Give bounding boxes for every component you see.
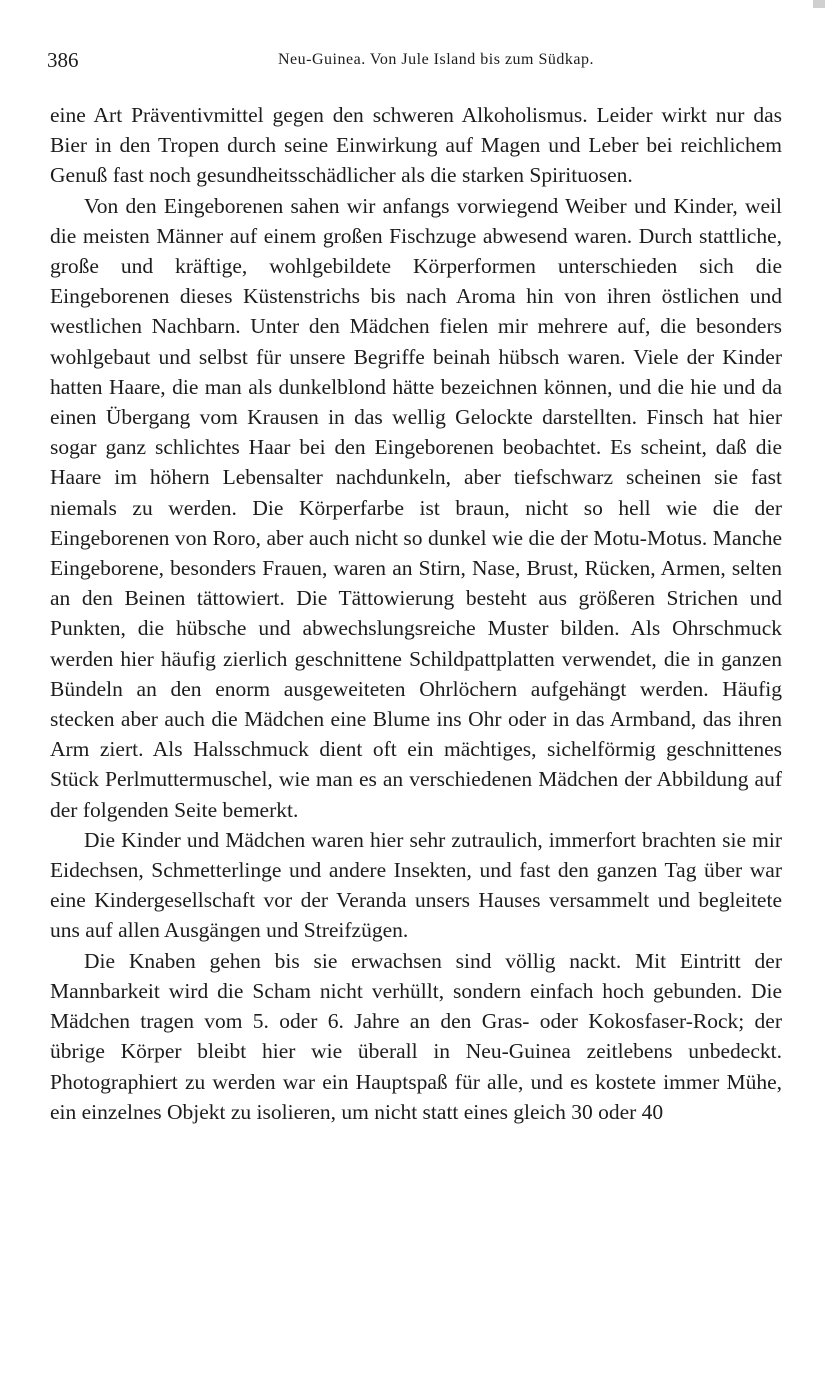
paragraph-boys: Die Knaben gehen bis sie erwachsen sind völlig nackt. Mit Eintritt der Mannbarkeit wird die Scham nicht verhüllt, sondern einfach hoch gebunden. Die Mädchen tragen vom 5. oder 6. Jahre an den Gras- oder Kokosfaser-Rock; der übrige Körper bleibt hier wie überall in Neu-Guinea zeitlebens unbedeckt. Photographiert zu werden war ein Hauptspaß für alle, und es kostete immer Mühe, ein einzelnes Objekt zu isolieren, um nicht statt eines gleich 30 oder 40 [50, 948, 782, 1124]
page-header [47, 48, 785, 78]
paragraph-children: Die Kinder und Mädchen waren hier sehr zutraulich, immerfort brachten sie mir Eidechsen, Schmetterlinge und andere Insekten, und fast den ganzen Tag über war eine Kindergesellschaft vor der Veranda unsers Hauses versammelt und begleitete uns auf allen Ausgängen und Streifzügen. [50, 827, 782, 943]
running-title: Neu-Guinea. Von Jule Island bis zum Südkap. [278, 51, 594, 68]
body-text [50, 100, 782, 1127]
paragraph-natives: Von den Eingeborenen sahen wir anfangs vorwiegend Weiber und Kinder, weil die meisten Männer auf einem großen Fischzuge abwesend waren. Durch stattliche, große und kräftige, wohlgebildete Körperformen unterschieden sich die Eingeborenen dieses Küstenstrichs bis nach Aroma hin von ihren östlichen und westlichen Nachbarn. Unter den Mädchen fielen mir mehrere auf, die besonders wohlgebaut und selbst für unsere Begriffe beinah hübsch waren. Viele der Kinder hatten Haare, die man als dunkelblond hätte bezeichnen können, und die hie und da einen Übergang vom Krausen in das wellig Gelockte darstellten. Finsch hat hier sogar ganz schlichtes Haar bei den Eingeborenen beobachtet. Es scheint, daß die Haare im höhern Lebensalter nachdunkeln, aber tiefschwarz scheinen sie fast niemals zu werden. Die Körperfarbe ist braun, nicht so hell wie die der Eingeborenen von Roro, aber auch nicht so dunkel wie die der Motu-Motus. Manche Eingeborene, besonders Frauen, waren an Stirn, Nase, Brust, Rücken, Armen, selten an den Beinen tättowiert. Die Tättowierung besteht aus größeren Strichen und Punkten, die hübsche und abwechslungsreiche Muster bilden. Als Ohrschmuck werden hier häufig zierlich geschnittene Schildpattplatten verwendet, die in ganzen Bündeln an den enorm ausgeweiteten Ohrlöchern aufgehängt werden. Häufig stecken aber auch die Mädchen eine Blume ins Ohr oder in das Armband, das ihren Arm ziert. Als Halsschmuck dient oft ein mächtiges, sichelförmig geschnittenes Stück Perlmuttermuschel, wie man es an verschiedenen Mädchen der Abbildung auf der folgenden Seite bemerkt. [50, 193, 782, 822]
page-number: 386 [47, 48, 79, 72]
page-edge-mark [813, 0, 825, 8]
paragraph-continuation: eine Art Präventivmittel gegen den schweren Alkoholismus. Leider wirkt nur das Bier in den Tropen durch seine Einwirkung auf Magen und Leber bei reichlichem Genuß fast noch gesundheitsschädlicher als die starken Spirituosen. [50, 103, 782, 188]
